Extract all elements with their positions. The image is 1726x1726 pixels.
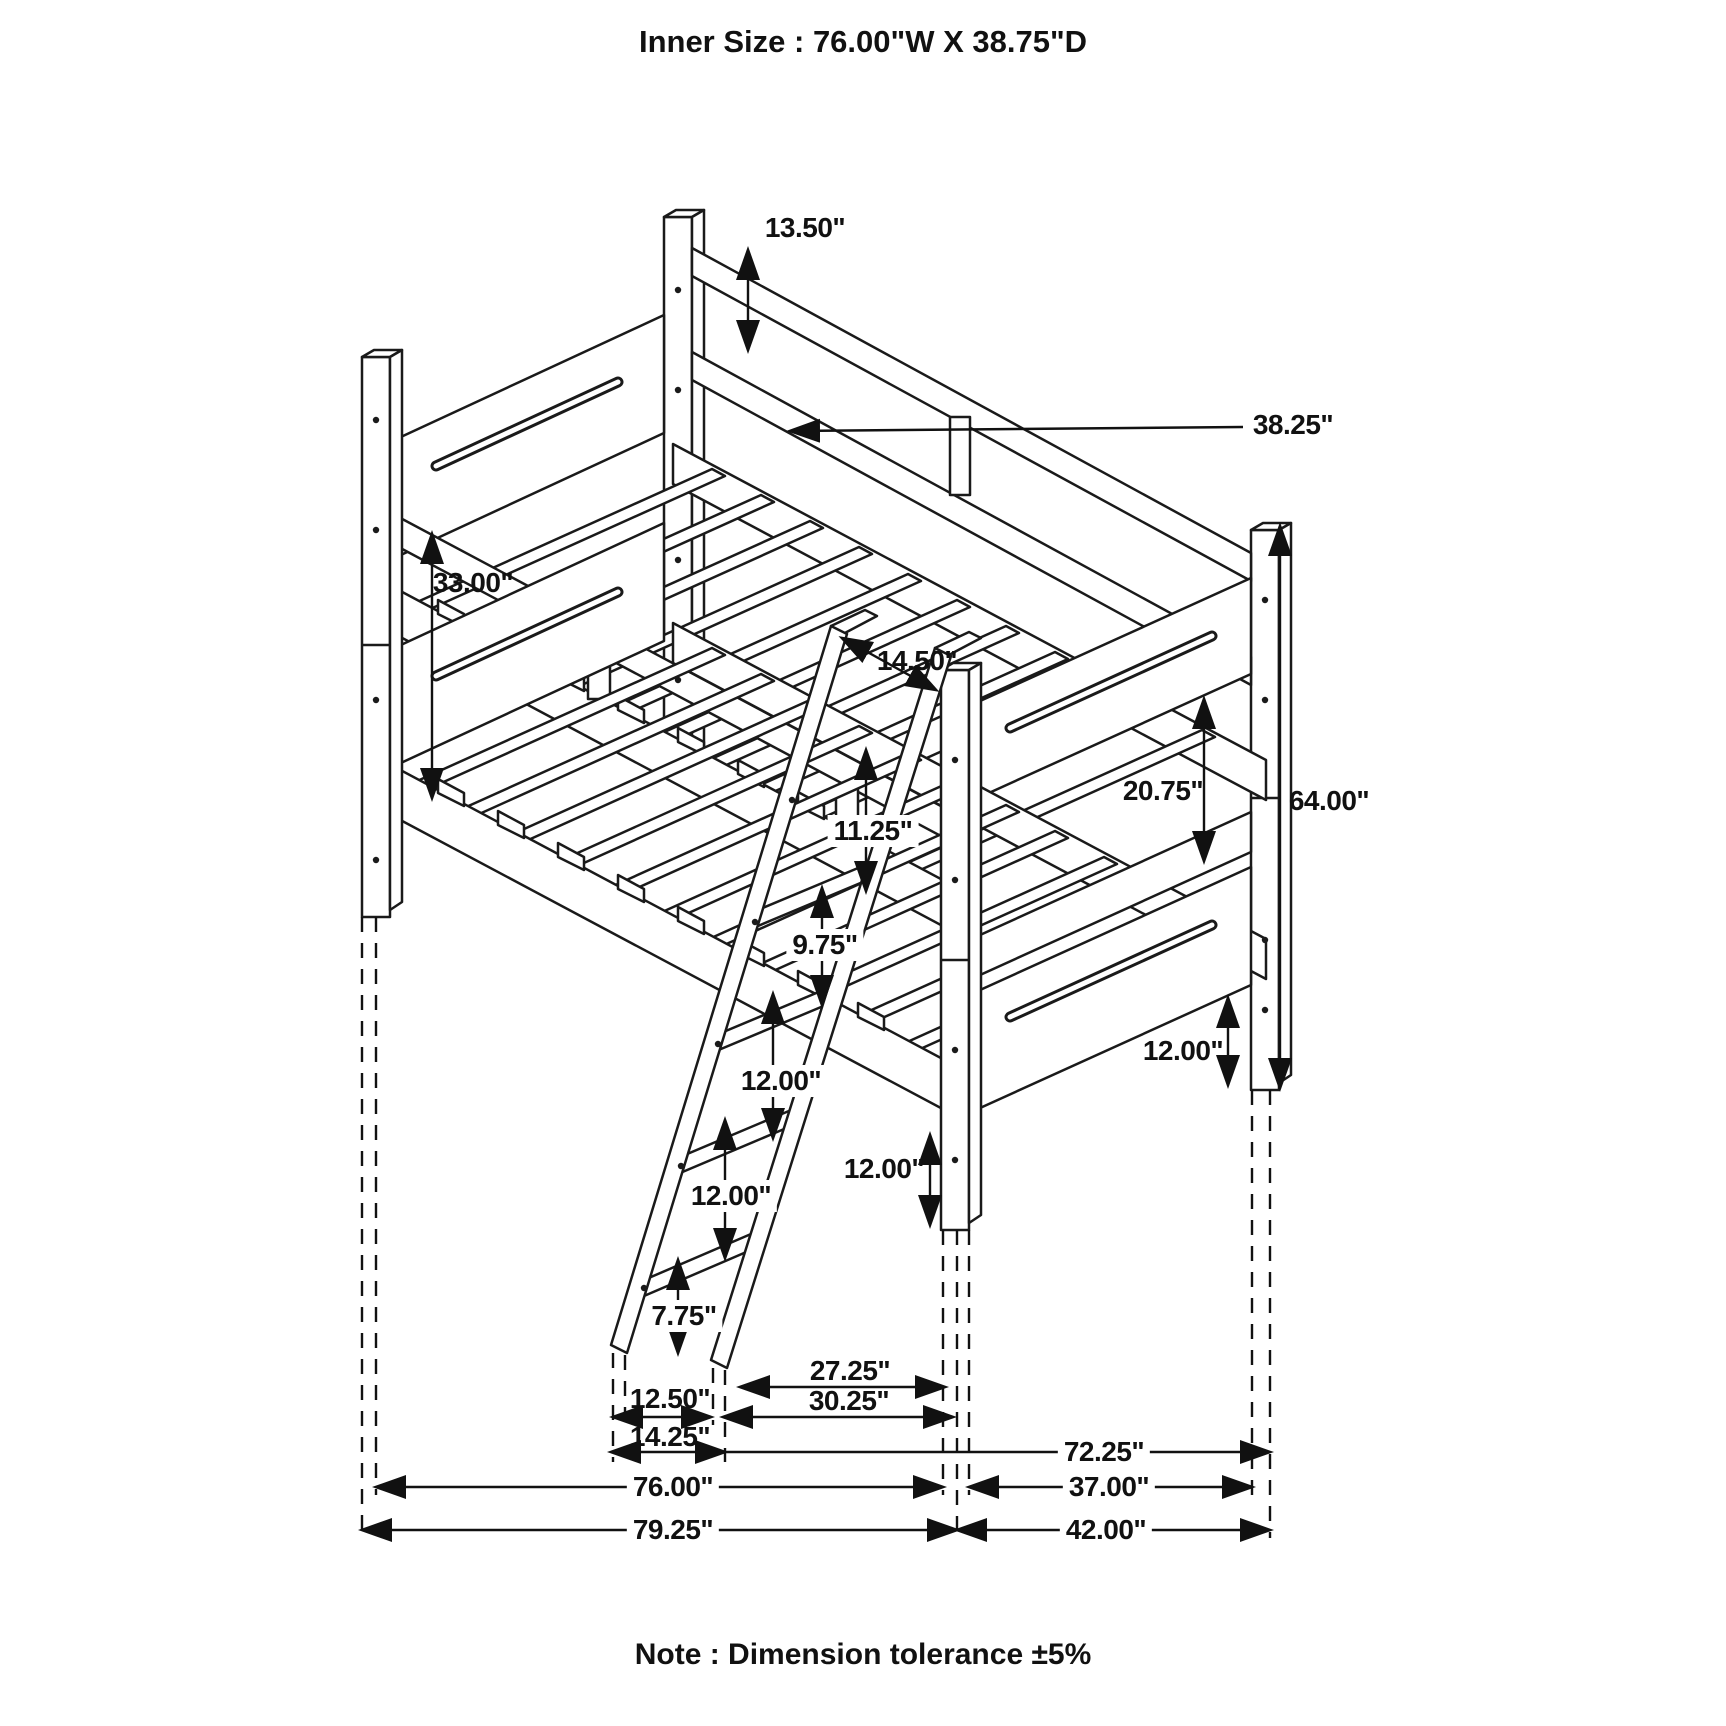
dim-label-ladder-reach-outer: 30.25" [808,1385,890,1416]
post-front-foot [941,663,981,1230]
post-back-foot [1251,523,1291,1090]
dim-label-ladder-foot-to-post: 27.25" [809,1355,891,1386]
dim-label-overall-length: 79.25" [627,1514,719,1546]
dim-label-step2-to-step3: 12.00" [735,1065,827,1097]
dim-label-inner-length: 76.00" [627,1471,719,1503]
dim-label-bunk-to-bunk-gap: 20.75" [1122,775,1204,806]
post-front-head [362,350,402,917]
dim-label-ladder-width-inner: 12.50" [629,1383,711,1414]
dim-label-bottom-step-floor: 7.75" [645,1300,722,1332]
dim-label-slat-depth: 38.25" [1252,409,1334,440]
page-title: Inner Size : 76.00"W X 38.75"D [638,24,1088,59]
dim-label-rail-to-first-step: 11.25" [828,815,919,847]
dim-label-lower-rail-floor-foot: 12.00" [1142,1035,1224,1066]
dim-label-inner-depth: 37.00" [1063,1471,1155,1503]
tolerance-note: Note : Dimension tolerance ±5% [634,1638,1092,1671]
dim-label-foot-span-to-post: 72.25" [1058,1436,1150,1468]
dim-label-lower-rail-floor-front: 12.00" [843,1153,925,1184]
dim-label-overall-height: 64.00" [1288,785,1370,816]
dim-label-ladder-width-outer: 14.25" [629,1421,711,1452]
dim-label-guard-rail-height: 14.50" [876,645,958,676]
dim-label-overall-depth: 42.00" [1060,1514,1152,1546]
dim-label-guard-to-lower-rail: 33.00" [432,567,514,598]
dim-label-back-guard-rail-height: 13.50" [764,212,846,243]
dim-label-step1-to-step2: 9.75" [786,929,863,961]
dim-label-step3-to-step4: 12.00" [685,1180,777,1212]
